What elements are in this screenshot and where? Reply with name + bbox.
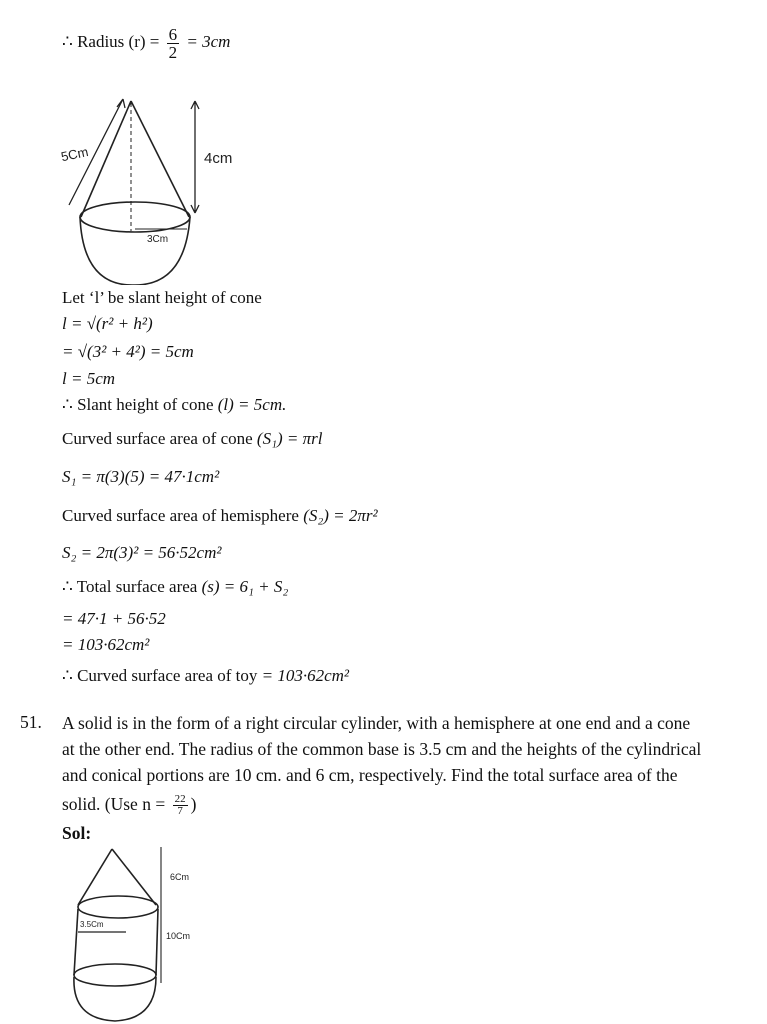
slant-formula: l = √(r² + h²) — [62, 314, 153, 333]
cone-csa-calc: S₁ = π(3)(5) = 47·1cm² — [62, 467, 220, 486]
cone-csa-def — [62, 428, 322, 450]
cone-csa-text: Curved surface area of cone — [62, 429, 253, 448]
hemisphere-csa-calc: S₂ = 2π(3)² = 56·52cm² — [62, 543, 222, 562]
question-line-4 — [62, 788, 742, 820]
slant-conclusion-value: (l) = 5cm. — [217, 395, 287, 414]
cone-hemisphere-figure — [55, 95, 255, 285]
hemisphere-csa-text: Curved surface area of hemisphere — [62, 506, 299, 525]
bottom-ellipse — [74, 964, 156, 986]
radius-line — [62, 22, 230, 62]
total-sa-text: ∴ Total surface area — [62, 577, 198, 596]
question-line-2: at the other end. The radius of the common base is 3.5 cm and the heights of the cylindrical — [62, 739, 702, 759]
question-line-3: and conical portions are 10 cm. and 6 cm, respectively. Find the total surface area of the — [62, 765, 678, 785]
height-arrow — [191, 101, 199, 213]
slant-value: l = 5cm — [62, 369, 116, 388]
cone-left-edge — [81, 101, 131, 217]
slant-def: Let ‘l’ be slant height of cone — [62, 288, 262, 307]
toy-csa-value: = 103·62cm² — [261, 666, 350, 685]
question-text — [62, 710, 742, 846]
total-sa-result: = 103·62cm² — [62, 635, 150, 654]
cylinder-right-edge — [156, 909, 158, 975]
cone-cylinder-hemisphere-figure — [60, 843, 230, 1023]
height-label: 4cm — [204, 150, 233, 167]
toy-csa-conclusion — [62, 665, 349, 687]
base-ellipse — [80, 202, 190, 232]
therefore-symbol: ∴ — [62, 32, 73, 51]
slant-conclusion — [62, 394, 286, 416]
fraction-numerator: 6 — [168, 24, 178, 44]
cylinder-left-edge — [74, 909, 78, 975]
pi-fraction-den: 7 — [177, 805, 183, 818]
total-sa-formula: (s) = 6₁ + S₂ — [201, 577, 289, 596]
radius2-label: 3.5Cm — [80, 920, 104, 929]
hemisphere-csa-def — [62, 505, 378, 527]
pi-fraction-num: 22 — [174, 793, 186, 806]
radius-result: = 3cm — [186, 32, 231, 51]
total-sa-sum: = 47·1 + 56·52 — [62, 609, 166, 628]
toy-csa-text: ∴ Curved surface area of toy — [62, 666, 258, 685]
question-number: 51. — [20, 712, 42, 732]
slant-calc: = √(3² + 4²) = 5cm — [62, 342, 194, 361]
fraction-denominator: 2 — [168, 42, 178, 62]
hemisphere-csa-formula: (S₂) = 2πr² — [303, 506, 378, 525]
radius-fig-label: 3Cm — [147, 234, 169, 245]
cone-right-edge — [131, 101, 189, 217]
radius-fraction — [167, 26, 180, 61]
slant-conclusion-text: ∴ Slant height of cone — [62, 395, 214, 414]
cone-csa-formula: (S₁) = πrl — [256, 429, 323, 448]
solution-label: Sol: — [62, 823, 92, 843]
top-ellipse — [78, 896, 158, 918]
question-line-4-text: solid. (Use n = — [62, 794, 166, 814]
question-line-4-end: ) — [190, 794, 197, 814]
slant-label: 5Cm — [59, 143, 90, 165]
pi-fraction — [173, 794, 188, 817]
radius-label: Radius (r) = — [77, 32, 160, 51]
question-line-1: A solid is in the form of a right circular cylinder, with a hemisphere at one end and a cone — [62, 713, 691, 733]
total-sa-def — [62, 576, 288, 598]
cyl-label: 10Cm — [166, 931, 191, 941]
cone2-label: 6Cm — [170, 872, 190, 882]
